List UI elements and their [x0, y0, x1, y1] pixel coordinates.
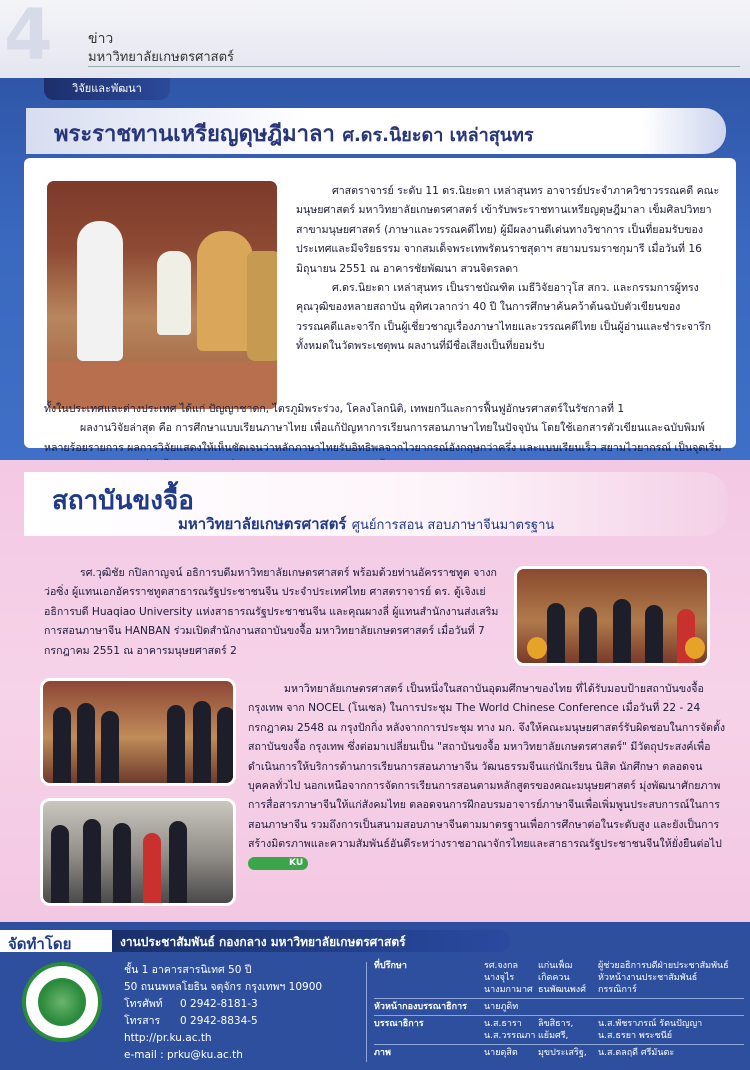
credit-role: ผู้ช่วยอธิการบดีฝ่ายประชาสัมพันธ์	[598, 961, 729, 971]
credit-group-editors	[374, 1016, 744, 1045]
footer-title: งานประชาสัมพันธ์ กองกลาง มหาวิทยาลัยเกษตรศาสตร์	[120, 935, 406, 949]
credit-row	[374, 1018, 744, 1030]
credit-name: นางจุไร	[484, 973, 515, 983]
website-link[interactable]: http://pr.ku.ac.th	[124, 1032, 212, 1044]
photo-flower	[685, 637, 705, 659]
plaque-unveiling-photo	[40, 678, 236, 786]
phone-label: โทรศัพท์	[124, 998, 163, 1010]
photo-person	[547, 603, 565, 663]
address-line-2: 50 ถนนพหลโยธิน จตุจักร กรุงเทพฯ 10900	[124, 981, 323, 993]
credit-row	[374, 984, 744, 996]
credit-group-advisors	[374, 958, 744, 999]
credit-role: กรรณิการ์	[598, 985, 637, 995]
credit-label-empty	[374, 984, 484, 996]
photo-person	[193, 701, 211, 783]
photo-figure-princess	[197, 231, 253, 351]
credit-surname: ลิขสิธาร,	[538, 1019, 574, 1029]
seal-emblem	[38, 978, 86, 1026]
credit-name: รศ.จงกล	[484, 961, 519, 971]
credit-surname: แก่นเพ็ฌ	[538, 961, 573, 971]
confucius-paragraph-2-text: มหาวิทยาลัยเกษตรศาสตร์ เป็นหนึ่งในสถาบันอุดมศึกษาของไทย ที่ได้รับมอบป้ายสถาบันขงจื้อ กรุงเทพ จาก NOCEL (โนเซล) ในการประชุม The World Chinese Conference เมื่อวันที่ 22 - 24 กรกฎาคม 2548 ณ กรุงปักกิ่ง หลังจากการประชุม ทาง มก. จึงให้คณะมนุษยศาสตร์รับผิดชอบในการจัดตั้งสถาบันขงจื้อ กรุงเทพ ซึ่งต่อมาเปลี่ยนเป็น "สถาบันขงจื้อ มหาวิทยาลัยเกษตรศาสตร์" มีวัตถุประสงค์เพื่อดำเนินการให้บริการด้านการเรียนการสอนภาษาจีน วัฒนธรรมจีนแก่นักเรียน นิสิต นักศึกษา ตลอดจนบุคคลทั่วไป นอกเหนือจากการจัดการเรียนการสอนตามหลักสูตรของคณะมนุษยศาสตร์ มุ่งพัฒนาศักยภาพการสื่อสารภาษาจีนให้แก่สังคมไทย ตลอดจนการฝึกอบรมอาจารย์ภาษาจีนเพื่อเพิ่มพูนประสบการณ์ในการสอนภาษาจีน รวมถึงการเป็นสนามสอบภาษาจีนตามมาตรฐานเพื่อการศึกษาต่อในระดับสูง และยังเป็นการสร้างมิตรภาพและความสัมพันธ์อันดีระหว่างราชอาณาจักรไทยและสาธารณรัฐประชาชนจีนให้ยั่งยืนต่อไป	[248, 683, 726, 851]
credit-name-2: น.ส.ธรยา พระชนีย์	[598, 1031, 673, 1041]
credit-name: นางมกามาศ	[484, 985, 533, 995]
university-seal-logo	[22, 962, 102, 1042]
fax-row	[124, 1013, 344, 1030]
confucius-paragraph-1: รศ.วุฒิชัย กปิลกาญจน์ อธิการบดีมหาวิทยาลัยเกษตรศาสตร์ พร้อมด้วยท่านอัครราชทูต จางกว่อซิ่ง ผู้แทนเอกอัครราชทูตสาธารณรัฐประชาชนจีน ประจำประเทศไทย ศาสตราจารย์ ดร. ดู้เจิงเย่ อธิการบดี Huaqiao University แห่งสาธารณรัฐประชาชนจีน และคุณผางลี่ ผู้แทนสำนักงานส่งเสริมการสอนภาษาจีน HANBAN ร่วมเปิดสำนักงานสถาบันขงจื้อ มหาวิทยาลัยเกษตรศาสตร์ เมื่อวันที่ 7 กรกฎาคม 2551 ณ อาคารมนุษยศาสตร์ 2	[44, 567, 499, 657]
photo-chair	[247, 251, 280, 361]
confucius-subtitle	[178, 512, 554, 536]
credit-label-empty	[374, 1030, 484, 1042]
section-award-title	[54, 116, 534, 151]
award-paragraph-2: ศ.ดร.นิยะดา เหล่าสุนทร เป็นราชบัณฑิต เมธีวิจัยอาวุโส สกว. และกรรมการผู้ทรงคุณวุฒิของหลายสถาบัน อุทิศเวลากว่า 40 ปี ในการศึกษาค้นคว้าต้นฉบับตัวเขียนของวรรณคดีและจารึก เป็นผู้เชี่ยวชาญเรื่องภาษาไทยและวรรณคดีไทย เป็นผู้อ่านและชำระจารึกทั้งหมดในวัดพระเชตุพน ผลงานที่มีชื่อเสียงเป็นที่ยอมรับ	[296, 282, 712, 353]
photo-person	[645, 605, 663, 663]
credit-row	[374, 1001, 744, 1013]
confucius-title: สถาบันขงจื้อ	[52, 486, 194, 516]
email-link[interactable]: e-mail : prku@ku.ac.th	[124, 1049, 243, 1061]
fax-label: โทรสาร	[124, 1015, 161, 1027]
confucius-text-top	[44, 564, 504, 661]
award-title-name: ศ.ดร.นิยะดา เหล่าสุนทร	[342, 125, 534, 146]
award-title-main: พระราชทานเหรียญดุษฎีมาลา	[54, 122, 335, 147]
confucius-paragraph-2	[248, 680, 726, 874]
credit-group-photo	[374, 1045, 744, 1061]
section-confucius	[0, 460, 750, 922]
award-text-column	[296, 182, 720, 357]
photo-person	[77, 703, 95, 783]
header-title-university: มหาวิทยาลัยเกษตรศาสตร์	[88, 50, 235, 65]
photo-person	[51, 825, 69, 903]
footer-label: จัดทำโดย	[8, 935, 72, 953]
page-header	[0, 0, 750, 78]
photo-person	[167, 705, 185, 783]
phone-row	[124, 996, 344, 1013]
page-footer	[0, 922, 750, 1070]
photo-person	[143, 833, 161, 903]
header-divider	[88, 66, 740, 67]
credit-row	[374, 972, 744, 984]
photo-person	[613, 599, 631, 663]
credit-surname: ธนพัฒนพงศ์	[538, 985, 586, 995]
photo-person	[217, 707, 235, 783]
photo-person	[53, 707, 71, 783]
photo-person	[101, 711, 119, 783]
footer-address	[124, 962, 344, 1064]
credit-label: ที่ปรึกษา	[374, 961, 407, 971]
credit-name: นายภูดิท	[484, 1002, 519, 1012]
credit-label: หัวหน้ากองบรรณาธิการ	[374, 1002, 467, 1012]
credit-surname: เกิดควน	[538, 973, 570, 983]
photo-person	[83, 819, 101, 903]
confucius-subtitle-center: ศูนย์การสอน สอบภาษาจีนมาตรฐาน	[351, 518, 555, 533]
award-ceremony-photo	[44, 178, 280, 412]
award-paragraph-4-text: ผลงานวิจัยล่าสุด คือ การศึกษาแบบเรียนภาษาไทย เพื่อแก้ปัญหาการเรียนการสอนภาษาไทยในปัจจุบัน โดยใช้เอกสารตัวเขียนและฉบับพิมพ์หลายร้อยรายการ ผลการวิจัยแสดงให้เห็นชัดเจนว่าหลักภาษาไทยรับอิทธิพลจากไวยากรณ์อังกฤษกว่าครึ่ง และแบบเรียนเร็ว สยามไวยากรณ์ เป็นจุดเริ่ม	[44, 422, 722, 454]
footer-divider	[366, 962, 367, 1062]
credit-group-chief-editor	[374, 999, 744, 1016]
photo-figure-recipient	[77, 221, 123, 361]
credit-name: นายดุสิต	[484, 1048, 518, 1058]
ku-badge: KU	[248, 857, 308, 870]
page-number: 4	[4, 0, 53, 76]
section-award	[0, 78, 750, 460]
credit-row	[374, 960, 744, 972]
credit-label: ภาพ	[374, 1048, 391, 1058]
credit-name-2: น.ส.ดลฤดี ศรีมันตะ	[598, 1048, 675, 1058]
credit-name-2: น.ส.พัชราภรณ์ รัตนปัญญา	[598, 1019, 703, 1029]
credit-name: น.ส.วรรณภา	[484, 1031, 536, 1041]
confucius-text-bottom	[248, 680, 726, 874]
photo-figure-aide	[157, 251, 191, 335]
confucius-subtitle-university: มหาวิทยาลัยเกษตรศาสตร์	[178, 515, 347, 533]
office-visit-photo	[40, 798, 236, 906]
credit-row	[374, 1047, 744, 1059]
header-title-news: ข่าว	[88, 31, 114, 47]
photo-person	[579, 607, 597, 663]
photo-person	[113, 823, 131, 903]
photo-flower	[527, 637, 547, 659]
credit-row	[374, 1030, 744, 1042]
credit-surname: มุขประเสริฐ,	[538, 1048, 587, 1058]
phone-number: 0 2942-8181-3	[180, 998, 258, 1010]
credit-label: บรรณาธิการ	[374, 1019, 424, 1029]
address-line-1: ชั้น 1 อาคารสารนิเทศ 50 ปี	[124, 964, 252, 976]
award-paragraph-1: ศาสตราจารย์ ระดับ 11 ดร.นิยะดา เหล่าสุนทร อาจารย์ประจำภาควิชาวรรณคดี คณะมนุษยศาสตร์ มหาวิทยาลัยเกษตรศาสตร์ เข้ารับพระราชทานเหรียญดุษฎีมาลา เข็มศิลปวิทยา สาขามนุษยศาสตร์ (ภาษาและวรรณคดีไทย) ผู้มีผลงานดีเด่นทางวิชาการ เป็นที่ยอมรับของประเทศและมีจริยธรรม จากสมเด็จพระเทพรัตนราชสุดาฯ สยามบรมราชกุมารี เมื่อวันที่ 16 มิถุนายน 2551 ณ อาคารชัยพัฒนา สวนจิตรลดา	[296, 185, 720, 275]
credit-name: น.ส.ธารา	[484, 1019, 522, 1029]
credit-surname: แย้มศรี,	[538, 1031, 569, 1041]
fax-number: 0 2942-8834-5	[180, 1015, 258, 1027]
award-paragraph-3: ทั้งในประเทศและต่างประเทศ ได้แก่ ปัญญาชาดก, ไตรภูมิพระร่วง, โคลงโลกนิติ, เทพยกวีและการฟื้นฟูอักษรศาสตร์ในรัชกาลที่ 1	[44, 403, 625, 415]
credit-role: หัวหน้างานประชาสัมพันธ์	[598, 973, 698, 983]
section-tab: วิจัยและพัฒนา	[44, 78, 170, 100]
opening-ceremony-photo	[514, 566, 710, 666]
photo-person	[169, 821, 187, 903]
credit-label-empty	[374, 972, 484, 984]
footer-credits	[374, 958, 744, 1061]
